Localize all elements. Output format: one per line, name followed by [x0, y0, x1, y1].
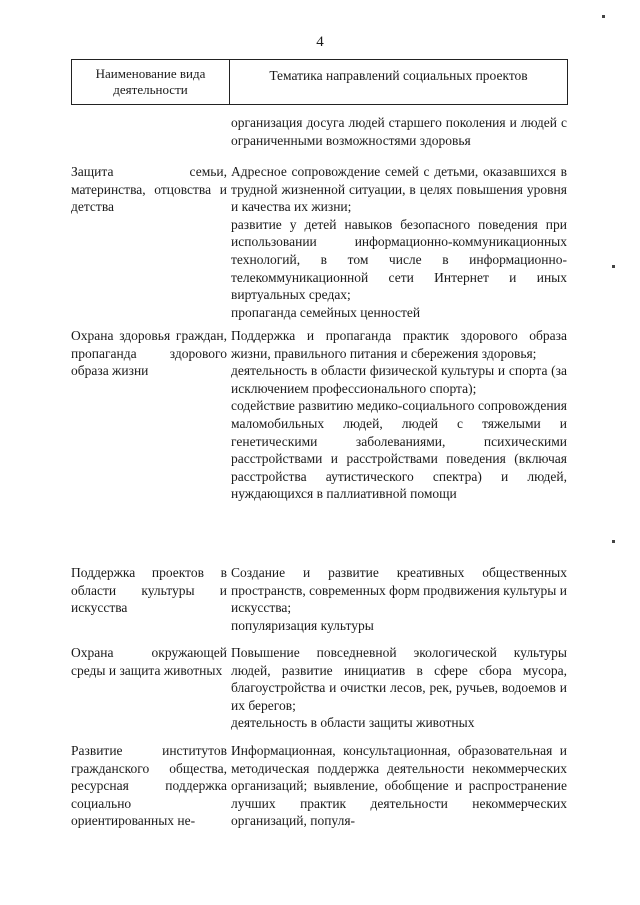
page-number: 4	[316, 34, 324, 50]
topic-text: деятельность в области защиты животных	[231, 715, 475, 731]
table-row	[71, 564, 568, 633]
topic-text: Создание и развитие креативных общественных пространств, современных форм продвижения культуры и искусства;	[231, 565, 567, 616]
topic-text: организация досуга людей старшего поколения и людей с ограниченными возможностями здоровья	[231, 115, 567, 148]
activity-name: Охрана здоровья граждан, пропаганда здорового образа жизни	[71, 328, 227, 379]
activity-name: Поддержка проектов в области культуры и искусства	[71, 565, 227, 616]
table-row	[71, 644, 568, 731]
table-header	[71, 59, 568, 105]
topic-text: развитие у детей навыков безопасного поведения при использовании информационно-коммуникационных технологий, в том числе в информационно-телекоммуникационной сети Интернет и иных виртуальных средах;	[231, 216, 567, 303]
topic-text: Повышение повседневной экологической культуры людей, развитие инициатив в сфере сбора мусора, благоустройства и очистки лесов, рек, ручьев, водоемов и их берегов;	[231, 645, 567, 713]
topic-text: популяризация культуры	[231, 617, 374, 633]
topic-text: Информационная, консультационная, образовательная и методическая поддержка деятельности некоммерческих организаций; выявление, обобщение и распространение лучших практик деятельности некоммерческих организаций, популя-	[231, 743, 567, 829]
topic-text: пропаганда семейных ценностей	[231, 304, 421, 320]
table-row	[71, 327, 568, 502]
activity-name: Охрана окружающей среды и защита животных	[71, 645, 227, 678]
activity-name: Защита семьи, материнства, отцовства и детства	[71, 164, 227, 215]
scan-mark	[602, 15, 605, 18]
activity-name: Развитие институтов гражданского общества, ресурсная поддержка социально ориентированных не-	[71, 743, 227, 829]
table-row	[71, 742, 568, 830]
header-project-topics: Тематика направлений социальных проектов	[269, 68, 528, 83]
topic-text: содействие развитию медико-социального сопровождения маломобильных людей, людей с тяжелыми и генетическими заболеваниями, психическими расстройствами и расстройствами поведения (включая расстройства аутистического спектра) и людей, нуждающихся в паллиативной помощи	[231, 398, 567, 502]
header-activity-type: Наименование вида деятельности	[72, 60, 230, 104]
topic-text: деятельность в области физической культуры и спорта (за исключением профессионального спорта);	[231, 363, 567, 396]
scan-mark	[612, 540, 615, 543]
topic-text: Адресное сопровождение семей с детьми, оказавшихся в трудной жизненной ситуации, в целях повышения уровня и качества их жизни;	[231, 164, 567, 215]
scan-mark	[612, 265, 615, 268]
table-row	[71, 163, 568, 320]
topic-text: Поддержка и пропаганда практик здорового образа жизни, правильного питания и сбережения здоровья;	[231, 328, 567, 361]
